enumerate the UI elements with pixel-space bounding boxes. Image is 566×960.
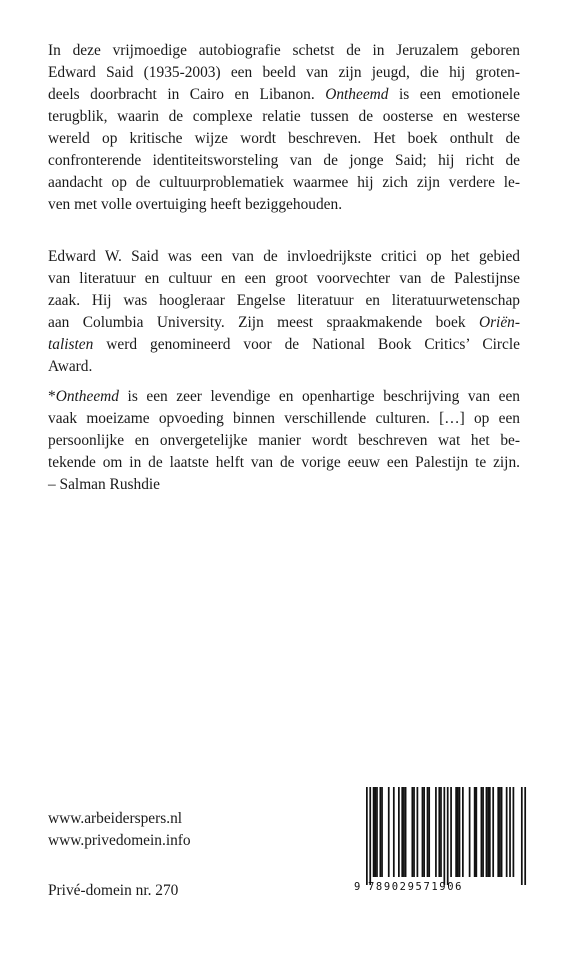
barcode-bar [398,787,400,877]
barcode-bar [513,787,515,877]
barcode-bar [438,787,440,877]
text-line: tekende om in de laatste helft van de vorige eeuw een Palestijn te zijn. [48,454,520,471]
barcode-bar [440,787,442,877]
barcode-bar [373,787,375,877]
text-line: wereld op kritische wijze wordt beschreven. Het boek onthult de [48,130,520,147]
text-line: Edward Said (1935-2003) een beeld van zijn jeugd, die hij groten- [48,64,520,81]
barcode-bar [393,787,395,877]
barcode-bar [506,787,508,877]
barcode-bar [462,787,464,877]
barcode-bar [481,787,483,877]
barcode-bar [427,787,429,877]
barcode-bar [405,787,407,877]
barcode-bar [422,787,424,877]
barcode-bar [435,787,437,877]
barcode-bar [482,787,484,877]
text-line: Award. [48,358,93,375]
barcode-bar [499,787,501,877]
barcode-bar [492,787,494,877]
barcode-bar [413,787,415,877]
text-line: confronterende identiteitsworsteling van de jonge Said; hij richt de [48,152,520,169]
isbn-lead-digit: 9 [354,881,361,893]
barcode-bar [366,787,368,885]
barcode-bar [501,787,503,877]
barcode-bar [521,787,523,885]
text-line: In deze vrijmoedige autobiografie schetst de in Jeruzalem geboren [48,42,520,59]
barcode-bar [497,787,499,877]
text-line: aandacht op de cultuurproblematiek waarmee hij zich zijn verdere le- [48,174,520,191]
text-line: persoonlijke en onvergetelijke manier wordt beschreven wat het be- [48,432,520,449]
barcode-bar [411,787,413,877]
barcode-bar [450,787,452,877]
series-url[interactable]: www.privedomein.info [48,832,191,849]
barcode-bar [423,787,425,877]
barcode-bar [486,787,488,877]
blurb-paragraph-intro [48,40,520,216]
barcode-bar [457,787,459,877]
barcode-bar [524,787,526,885]
barcode-bar [401,787,403,877]
barcode-bar [374,787,376,877]
barcode-bar [403,787,405,877]
barcode-bar [475,787,477,877]
barcode-bar [443,787,445,885]
text-line: zaak. Hij was hoogleraar Engelse literatuur en literatuurwetenschap [48,292,520,309]
blurb-paragraph-author [48,246,520,378]
barcode-bar [455,787,457,877]
barcode-bar [417,787,419,877]
quote-attribution: – Salman Rushdie [48,476,161,493]
barcode-bar [428,787,430,877]
text-line: *Ontheemd is een zeer levendige en openhartige beschrijving van een [48,388,520,405]
barcode-bar [379,787,381,877]
barcode-bar [447,787,449,885]
text-line: terugblik, waarin de complexe relatie tussen de oosterse en westerse [48,108,520,125]
publisher-url[interactable]: www.arbeiderspers.nl [48,810,183,827]
barcode-bar [381,787,383,877]
text-line: aan Columbia University. Zijn meest spraakmakende boek Oriën- [48,314,520,331]
barcode-bar [376,787,378,877]
barcode-bar [474,787,476,877]
barcode-bar [459,787,461,877]
text-line: vaak moeizame opvoeding binnen verschillende culturen. […] op een [48,410,520,427]
series-number: Privé-domein nr. 270 [48,882,179,899]
text-line: ven met volle overtuiging heeft beziggehouden. [48,196,343,213]
text-line: deels doorbracht in Cairo en Libanon. Ontheemd is een emotionele [48,86,521,103]
barcode-bar [369,787,371,885]
barcode-bar [489,787,491,877]
text-line: talisten werd genomineerd voor de National Book Critics’ Circle [48,336,520,353]
barcode-bar [487,787,489,877]
text-line: van literatuur en cultuur en een groot voorvechter van de Palestijnse [48,270,520,287]
barcode-bar [509,787,511,877]
isbn-digit-groups: 789029571906 [368,881,464,893]
barcode-bar [469,787,471,877]
text-line: Edward W. Said was een van de invloedrijkste critici op het gebied [48,248,520,265]
blurb-quote [48,386,520,496]
barcode-bar [388,787,390,877]
